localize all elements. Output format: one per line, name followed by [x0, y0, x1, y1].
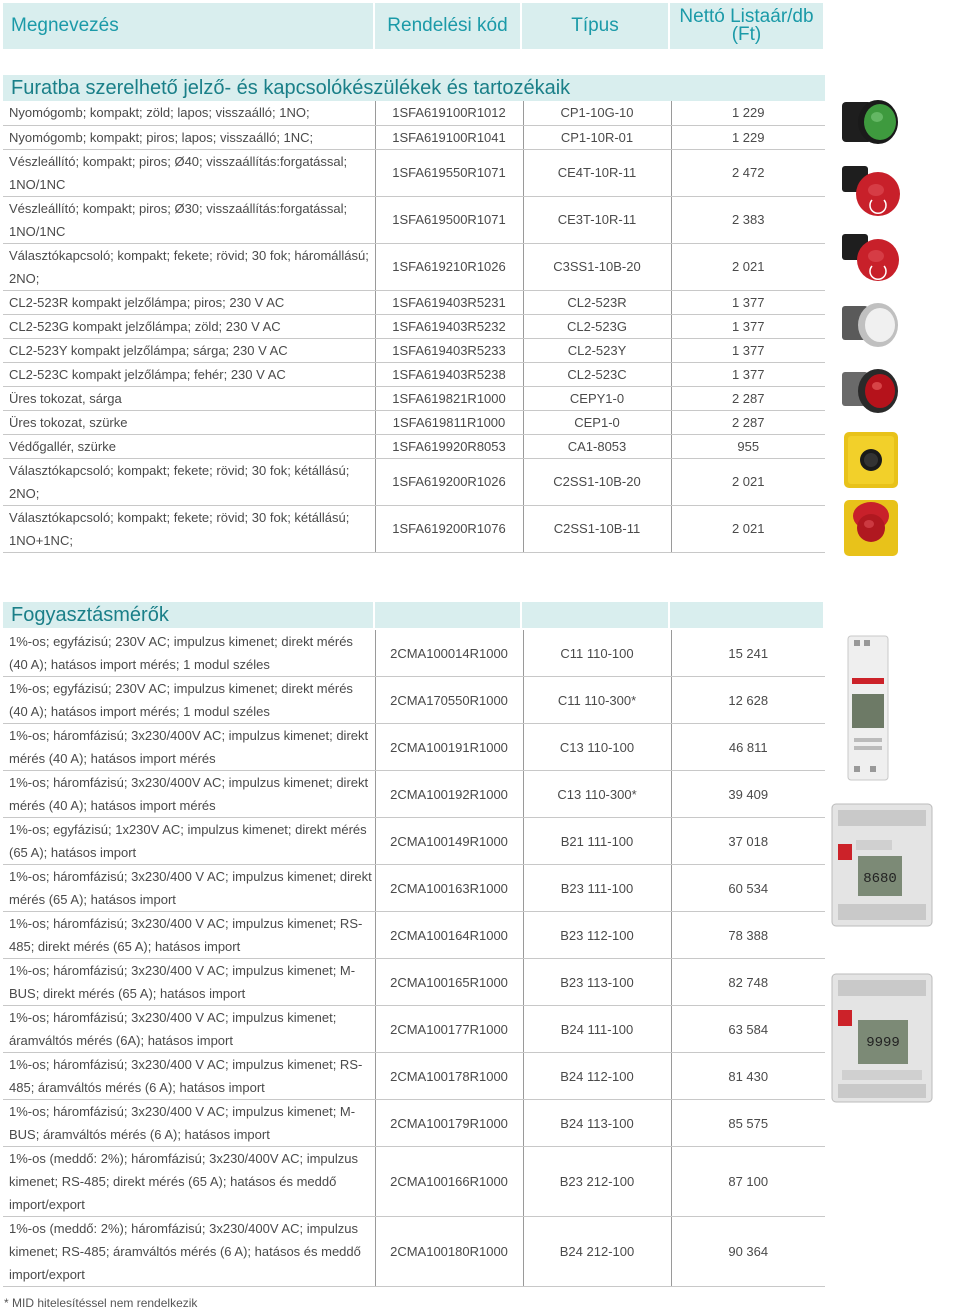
table-row — [3, 338, 825, 362]
product-name: 1%-os (meddő: 2%); háromfázisú; 3x230/400V AC; impulzus kimenet; RS-485; direkt mérés (65 A); hatásos és meddő import/export — [3, 1147, 375, 1217]
order-code: 1SFA619920R8053 — [375, 434, 523, 458]
product-name: CL2-523C kompakt jelzőlámpa; fehér; 230 V AC — [3, 362, 375, 386]
list-price: 1 377 — [671, 290, 825, 314]
list-price: 2 021 — [671, 505, 825, 552]
product-type: B24 212-100 — [523, 1217, 671, 1287]
product-type: C3SS1-10B-20 — [523, 243, 671, 290]
product-type: C11 110-300* — [523, 677, 671, 724]
table-row — [3, 101, 825, 125]
product-type: CE3T-10R-11 — [523, 196, 671, 243]
list-price: 2 021 — [671, 458, 825, 505]
list-price: 63 584 — [671, 1006, 825, 1053]
table-row — [3, 865, 825, 912]
list-price: 1 229 — [671, 101, 825, 125]
product-type: C2SS1-10B-11 — [523, 505, 671, 552]
product-type: B24 112-100 — [523, 1053, 671, 1100]
footnote: * MID hitelesítéssel nem rendelkezik — [4, 1296, 198, 1310]
table-meters — [3, 630, 825, 1287]
order-code: 1SFA619403R5232 — [375, 314, 523, 338]
order-code: 1SFA619550R1071 — [375, 149, 523, 196]
list-price: 15 241 — [671, 630, 825, 677]
product-name: 1%-os; háromfázisú; 3x230/400V AC; impulzus kimenet; direkt mérés (40 A); hatásos import mérés — [3, 771, 375, 818]
table-row — [3, 243, 825, 290]
order-code: 1SFA619200R1076 — [375, 505, 523, 552]
red-pilot-light-image — [838, 364, 904, 418]
table-row — [3, 959, 825, 1006]
product-name: 1%-os; háromfázisú; 3x230/400 V AC; impulzus kimenet; RS-485; áramváltós mérés (6 A); hatásos import — [3, 1053, 375, 1100]
product-type: C2SS1-10B-20 — [523, 458, 671, 505]
order-code: 1SFA619500R1071 — [375, 196, 523, 243]
order-code: 2CMA100166R1000 — [375, 1147, 523, 1217]
product-type: B23 112-100 — [523, 912, 671, 959]
product-type: CL2-523R — [523, 290, 671, 314]
list-price: 1 229 — [671, 125, 825, 149]
order-code: 1SFA619821R1000 — [375, 386, 523, 410]
product-type: B24 113-100 — [523, 1100, 671, 1147]
product-name: Választókapcsoló; kompakt; fekete; rövid; 30 fok; háromállású; 2NO; — [3, 243, 375, 290]
product-type: B23 111-100 — [523, 865, 671, 912]
order-code: 2CMA100192R1000 — [375, 771, 523, 818]
list-price: 37 018 — [671, 818, 825, 865]
product-name: CL2-523G kompakt jelzőlámpa; zöld; 230 V AC — [3, 314, 375, 338]
section-title-2: Fogyasztásmérők — [3, 602, 823, 628]
table-row — [3, 677, 825, 724]
product-type: B21 111-100 — [523, 818, 671, 865]
table-row — [3, 912, 825, 959]
product-name: CL2-523R kompakt jelzőlámpa; piros; 230 V AC — [3, 290, 375, 314]
table-row — [3, 1147, 825, 1217]
product-name: 1%-os; háromfázisú; 3x230/400 V AC; impulzus kimenet; áramváltós mérés (6A); hatásos import — [3, 1006, 375, 1053]
table-header — [3, 3, 823, 49]
product-type: CA1-8053 — [523, 434, 671, 458]
table-row — [3, 818, 825, 865]
b24-meter-image — [828, 970, 936, 1106]
order-code: 2CMA100163R1000 — [375, 865, 523, 912]
meter-display-1: 8680 — [863, 871, 897, 887]
table-row — [3, 386, 825, 410]
table-row — [3, 771, 825, 818]
product-name: Védőgallér, szürke — [3, 434, 375, 458]
table-row — [3, 1053, 825, 1100]
list-price: 955 — [671, 434, 825, 458]
table-row — [3, 505, 825, 552]
product-name: 1%-os; egyfázisú; 230V AC; impulzus kimenet; direkt mérés (40 A); hatásos import mérés; 1 modul széles — [3, 630, 375, 677]
meter-display-2: 9999 — [866, 1035, 900, 1051]
list-price: 2 287 — [671, 410, 825, 434]
table-row — [3, 630, 825, 677]
product-type: C13 110-300* — [523, 771, 671, 818]
order-code: 2CMA100179R1000 — [375, 1100, 523, 1147]
single-module-meter-image — [840, 634, 896, 782]
emergency-stop-30-image — [838, 228, 904, 286]
product-type: C11 110-100 — [523, 630, 671, 677]
list-price: 87 100 — [671, 1147, 825, 1217]
product-type: C13 110-100 — [523, 724, 671, 771]
table-row — [3, 1006, 825, 1053]
table-row — [3, 410, 825, 434]
product-type: CL2-523Y — [523, 338, 671, 362]
product-type: B23 113-100 — [523, 959, 671, 1006]
order-code: 1SFA619811R1000 — [375, 410, 523, 434]
list-price: 2 472 — [671, 149, 825, 196]
list-price: 2 287 — [671, 386, 825, 410]
list-price: 82 748 — [671, 959, 825, 1006]
product-type: B24 111-100 — [523, 1006, 671, 1053]
list-price: 60 534 — [671, 865, 825, 912]
product-name: 1%-os; háromfázisú; 3x230/400 V AC; impulzus kimenet; M-BUS; direkt mérés (65 A); hatásos import — [3, 959, 375, 1006]
table-row — [3, 724, 825, 771]
order-code: 2CMA100178R1000 — [375, 1053, 523, 1100]
list-price: 78 388 — [671, 912, 825, 959]
header-type: Típus — [522, 3, 668, 49]
header-name: Megnevezés — [3, 3, 373, 49]
table-row — [3, 1217, 825, 1287]
product-name: 1%-os; egyfázisú; 1x230V AC; impulzus kimenet; direkt mérés (65 A); hatásos import — [3, 818, 375, 865]
product-name: 1%-os (meddő: 2%); háromfázisú; 3x230/400V AC; impulzus kimenet; RS-485; áramváltós mérés (6 A); hatásos és meddő import/export — [3, 1217, 375, 1287]
table-switches — [3, 101, 825, 553]
table-row — [3, 290, 825, 314]
table-row — [3, 362, 825, 386]
list-price: 2 383 — [671, 196, 825, 243]
table-row — [3, 196, 825, 243]
product-type: CP1-10R-01 — [523, 125, 671, 149]
yellow-enclosure-image — [840, 428, 902, 492]
product-name: Választókapcsoló; kompakt; fekete; rövid; 30 fok; kétállású; 1NO+1NC; — [3, 505, 375, 552]
order-code: 1SFA619403R5233 — [375, 338, 523, 362]
order-code: 1SFA619403R5231 — [375, 290, 523, 314]
product-name: 1%-os; háromfázisú; 3x230/400 V AC; impulzus kimenet; RS-485; direkt mérés (65 A); hatásos import — [3, 912, 375, 959]
table-row — [3, 125, 825, 149]
order-code: 2CMA100177R1000 — [375, 1006, 523, 1053]
list-price: 46 811 — [671, 724, 825, 771]
order-code: 1SFA619210R1026 — [375, 243, 523, 290]
emergency-stop-40-image — [838, 160, 904, 220]
product-type: CEPY1-0 — [523, 386, 671, 410]
list-price: 90 364 — [671, 1217, 825, 1287]
order-code: 2CMA170550R1000 — [375, 677, 523, 724]
order-code: 2CMA100165R1000 — [375, 959, 523, 1006]
product-type: CL2-523C — [523, 362, 671, 386]
product-name: 1%-os; egyfázisú; 230V AC; impulzus kimenet; direkt mérés (40 A); hatásos import mérés; 1 modul széles — [3, 677, 375, 724]
header-code: Rendelési kód — [375, 3, 520, 49]
b23-meter-image — [828, 800, 936, 930]
order-code: 1SFA619100R1012 — [375, 101, 523, 125]
product-type: CEP1-0 — [523, 410, 671, 434]
table-row — [3, 458, 825, 505]
table-row — [3, 434, 825, 458]
product-name: Üres tokozat, sárga — [3, 386, 375, 410]
table-row — [3, 1100, 825, 1147]
order-code: 1SFA619403R5238 — [375, 362, 523, 386]
order-code: 2CMA100149R1000 — [375, 818, 523, 865]
list-price: 1 377 — [671, 362, 825, 386]
order-code: 1SFA619200R1026 — [375, 458, 523, 505]
list-price: 12 628 — [671, 677, 825, 724]
list-price: 39 409 — [671, 771, 825, 818]
list-price: 1 377 — [671, 338, 825, 362]
header-price: Nettó Listaár/db (Ft) — [670, 3, 823, 49]
list-price: 1 377 — [671, 314, 825, 338]
product-type: CL2-523G — [523, 314, 671, 338]
product-name: Választókapcsoló; kompakt; fekete; rövid; 30 fok; kétállású; 2NO; — [3, 458, 375, 505]
green-pushbutton-image — [838, 96, 904, 152]
product-name: Üres tokozat, szürke — [3, 410, 375, 434]
product-name: Nyomógomb; kompakt; zöld; lapos; visszaálló; 1NO; — [3, 101, 375, 125]
list-price: 2 021 — [671, 243, 825, 290]
section-title-1: Furatba szerelhető jelző- és kapcsolókészülékek és tartozékaik — [3, 75, 825, 101]
order-code: 2CMA100180R1000 — [375, 1217, 523, 1287]
product-name: Vészleállító; kompakt; piros; Ø40; visszaállítás:forgatással; 1NO/1NC — [3, 149, 375, 196]
product-name: Vészleállító; kompakt; piros; Ø30; visszaállítás:forgatással; 1NO/1NC — [3, 196, 375, 243]
product-name: 1%-os; háromfázisú; 3x230/400 V AC; impulzus kimenet; direkt mérés (65 A); hatásos import — [3, 865, 375, 912]
product-type: CE4T-10R-11 — [523, 149, 671, 196]
yellow-enclosure-estop-image — [840, 494, 904, 560]
product-type: CP1-10G-10 — [523, 101, 671, 125]
white-pilot-light-image — [838, 298, 904, 352]
product-type: B23 212-100 — [523, 1147, 671, 1217]
order-code: 2CMA100014R1000 — [375, 630, 523, 677]
product-name: Nyomógomb; kompakt; piros; lapos; visszaálló; 1NC; — [3, 125, 375, 149]
table-row — [3, 149, 825, 196]
order-code: 2CMA100164R1000 — [375, 912, 523, 959]
list-price: 85 575 — [671, 1100, 825, 1147]
product-name: 1%-os; háromfázisú; 3x230/400V AC; impulzus kimenet; direkt mérés (40 A); hatásos import mérés — [3, 724, 375, 771]
product-name: CL2-523Y kompakt jelzőlámpa; sárga; 230 V AC — [3, 338, 375, 362]
table-row — [3, 314, 825, 338]
product-name: 1%-os; háromfázisú; 3x230/400 V AC; impulzus kimenet; M-BUS; áramváltós mérés (6 A); hatásos import — [3, 1100, 375, 1147]
order-code: 1SFA619100R1041 — [375, 125, 523, 149]
order-code: 2CMA100191R1000 — [375, 724, 523, 771]
list-price: 81 430 — [671, 1053, 825, 1100]
